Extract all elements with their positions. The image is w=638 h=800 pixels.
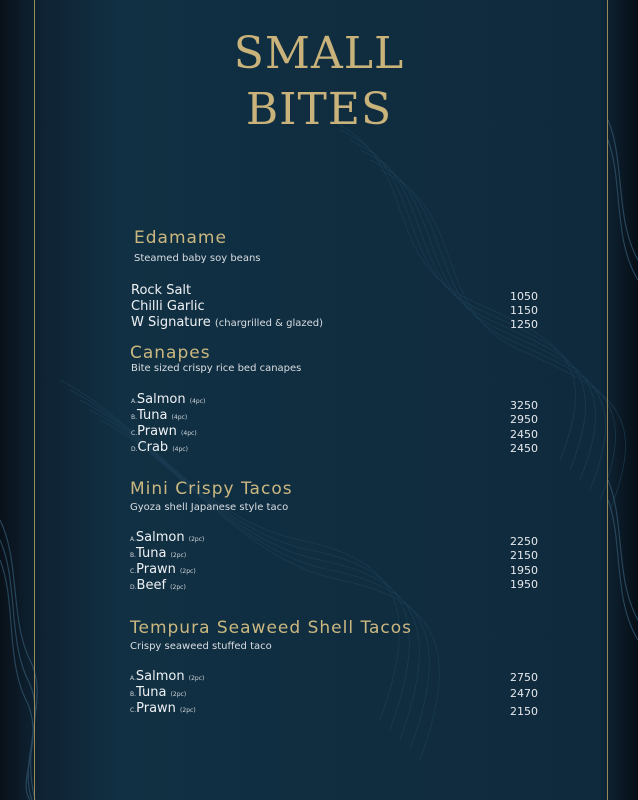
item-price: 1050: [510, 290, 538, 303]
item-price: 2250: [510, 535, 538, 548]
item-note: (2pc): [180, 568, 196, 575]
section-heading: Canapes: [130, 343, 211, 363]
menu-item: [130, 669, 204, 684]
menu-item: [130, 701, 196, 716]
item-name: Tuna: [137, 408, 168, 423]
item-price: 1150: [510, 304, 538, 317]
item-name: Tuna: [136, 685, 167, 700]
menu-item: [130, 578, 186, 593]
menu-item: [131, 315, 323, 330]
item-note: (2pc): [180, 707, 196, 714]
item-name: Salmon: [136, 392, 186, 407]
menu-item: [131, 440, 188, 455]
item-name: Salmon: [135, 669, 185, 684]
item-price: 2450: [510, 428, 538, 441]
item-letter: C.: [130, 707, 137, 714]
item-price: 2470: [510, 687, 538, 700]
page-title-line-1: SMALL: [233, 28, 405, 79]
item-letter: A.: [130, 675, 136, 682]
item-name: Prawn: [136, 701, 176, 716]
item-letter: A.: [131, 398, 137, 405]
section-heading: Tempura Seaweed Shell Tacos: [130, 618, 413, 638]
menu-item: [131, 408, 187, 423]
section-description: Crispy seaweed stuffed taco: [130, 641, 272, 652]
item-name: Rock Salt: [131, 283, 192, 298]
page-title-line-2: BITES: [245, 84, 393, 135]
item-letter: C.: [131, 430, 138, 437]
item-name: Salmon: [135, 530, 185, 545]
menu-item: [131, 424, 197, 439]
item-price: 3250: [510, 399, 538, 412]
item-price: 2450: [510, 442, 538, 455]
item-price: 1950: [510, 578, 538, 591]
item-name: Crab: [137, 440, 169, 455]
menu-item: [130, 530, 204, 545]
item-note: (2pc): [188, 536, 205, 543]
item-note: (2pc): [170, 552, 187, 559]
item-price: 2950: [510, 413, 538, 426]
item-letter: C.: [130, 568, 137, 575]
menu-item: [130, 546, 186, 561]
menu-item: [131, 392, 205, 407]
menu-item: [130, 685, 186, 700]
item-letter: B.: [130, 691, 137, 698]
item-letter: D.: [131, 446, 138, 453]
item-note: (4pc): [171, 414, 188, 421]
item-name: Tuna: [136, 546, 167, 561]
item-note: (chargrilled & glazed): [214, 318, 323, 329]
item-price: 2750: [510, 671, 538, 684]
section-description: Gyoza shell Japanese style taco: [130, 502, 289, 513]
item-letter: A.: [130, 536, 136, 543]
item-note: (2pc): [170, 691, 187, 698]
item-note: (2pc): [170, 584, 186, 591]
section-heading: Edamame: [134, 228, 227, 248]
item-name: W Signature: [131, 315, 211, 330]
section-description: Bite sized crispy rice bed canapes: [131, 363, 302, 374]
section-heading: Mini Crispy Tacos: [130, 479, 293, 499]
menu-item: [131, 283, 191, 298]
item-letter: B.: [130, 552, 137, 559]
item-letter: D.: [130, 584, 137, 591]
item-price: 2150: [510, 549, 538, 562]
item-price: 2150: [510, 705, 538, 718]
menu-item: [130, 562, 196, 577]
menu-item: [131, 299, 205, 314]
item-price: 1250: [510, 318, 538, 331]
item-price: 1950: [510, 564, 538, 577]
item-note: (4pc): [189, 398, 206, 405]
item-note: (2pc): [188, 675, 205, 682]
item-name: Prawn: [137, 424, 177, 439]
item-note: (4pc): [181, 430, 197, 437]
section-description: Steamed baby soy beans: [134, 253, 261, 264]
item-name: Chilli Garlic: [131, 299, 205, 314]
item-name: Prawn: [136, 562, 176, 577]
item-letter: B.: [131, 414, 138, 421]
item-note: (4pc): [172, 446, 188, 453]
item-name: Beef: [136, 578, 167, 593]
